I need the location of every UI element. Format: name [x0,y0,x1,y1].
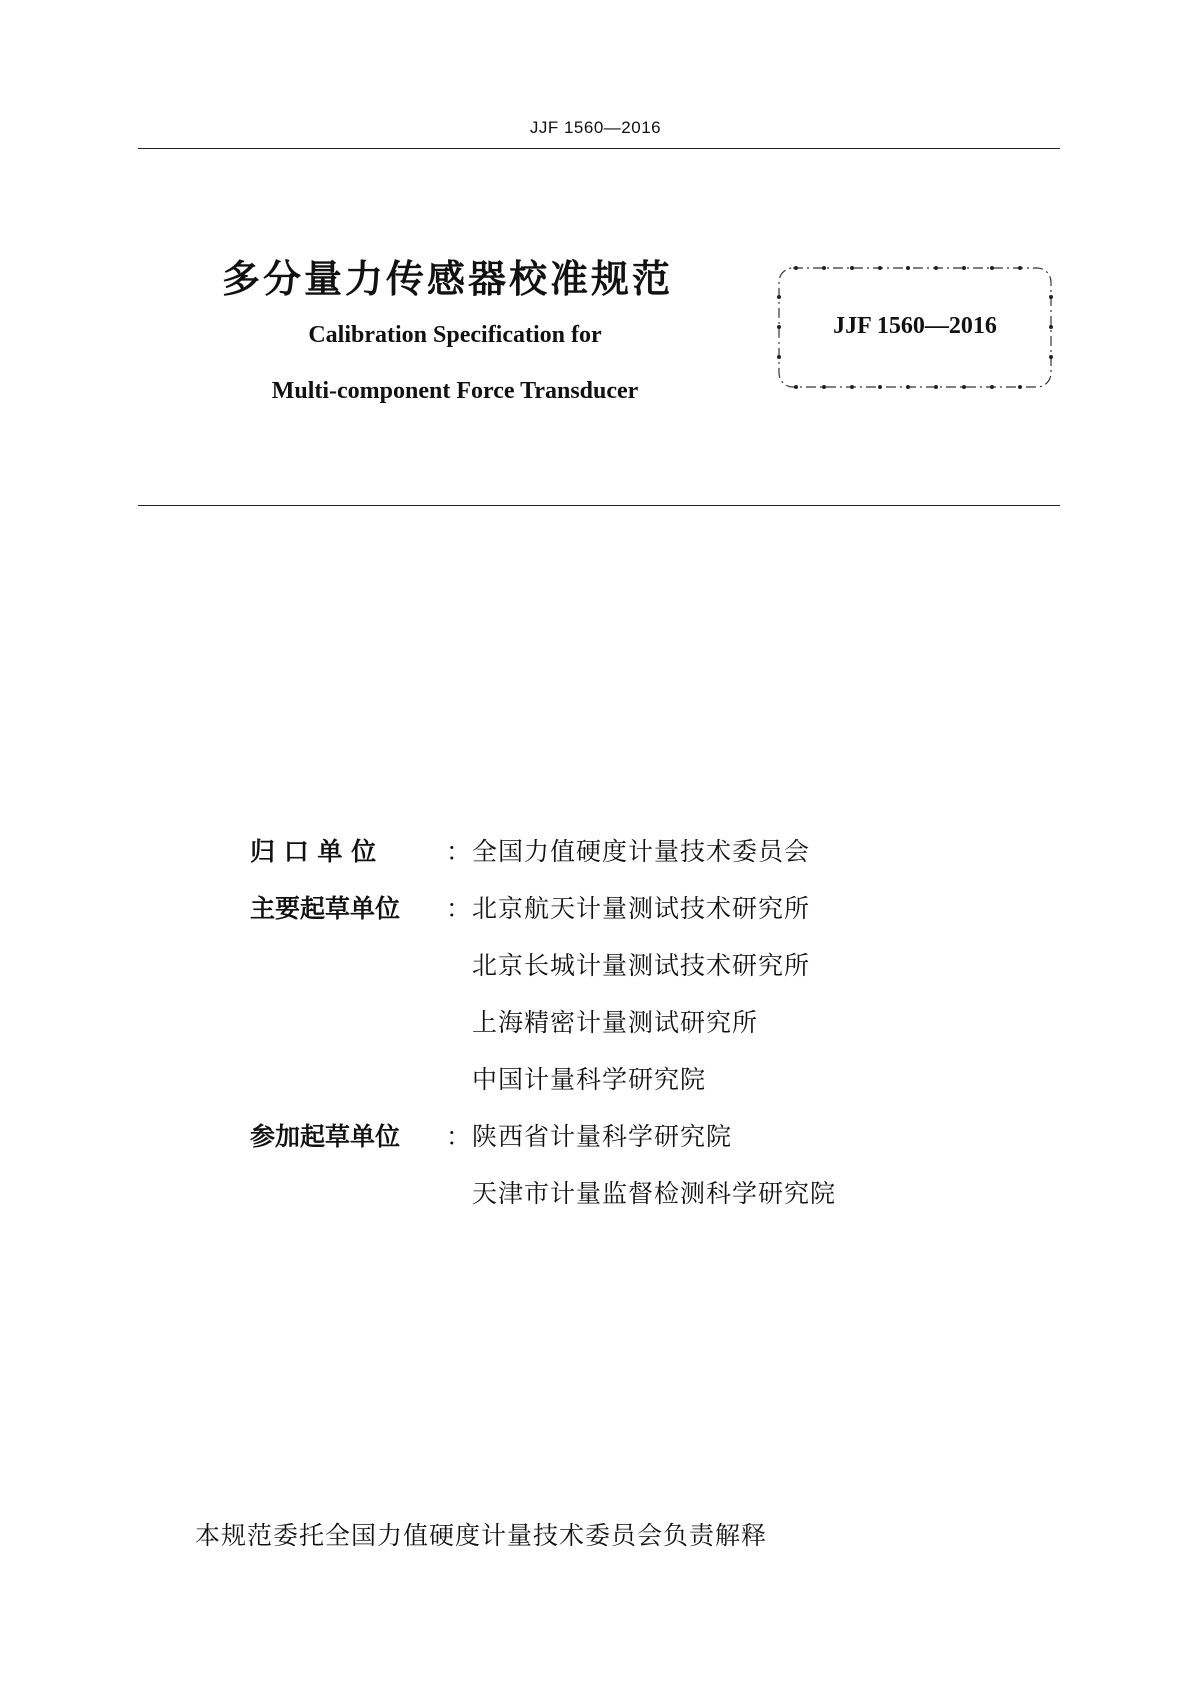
header-standard-code: JJF 1560—2016 [529,118,662,137]
org-colon: ： [446,894,472,923]
org-value: 北京航天计量测试技术研究所 [472,894,811,923]
header-divider [138,148,1060,149]
title-english-line-1: Calibration Specification for [308,322,602,348]
org-value: 天津市计量监督检测科学研究院 [472,1179,837,1208]
standard-code-box [776,265,1054,390]
interpretation-note: 本规范委托全国力值硬度计量技术委员会负责解释 [195,1521,768,1550]
org-value: 陕西省计量科学研究院 [472,1122,733,1151]
title-english-line-2: Multi-component Force Transducer [271,378,639,404]
org-value: 中国计量科学研究院 [472,1065,707,1094]
org-label-main-drafters: 主要起草单位 [250,894,401,923]
title-chinese: 多分量力传感器校准规范 [222,257,674,301]
standard-code: JJF 1560—2016 [833,313,997,339]
org-value: 全国力值硬度计量技术委员会 [472,837,811,866]
org-label-participating-drafters: 参加起草单位 [250,1122,401,1151]
title-divider [138,505,1060,506]
org-value: 北京长城计量测试技术研究所 [472,951,811,980]
org-label-responsible: 归 口 单 位 [250,837,377,866]
org-colon: ： [446,837,472,866]
org-colon: ： [446,1122,472,1151]
org-value: 上海精密计量测试研究所 [472,1008,759,1037]
